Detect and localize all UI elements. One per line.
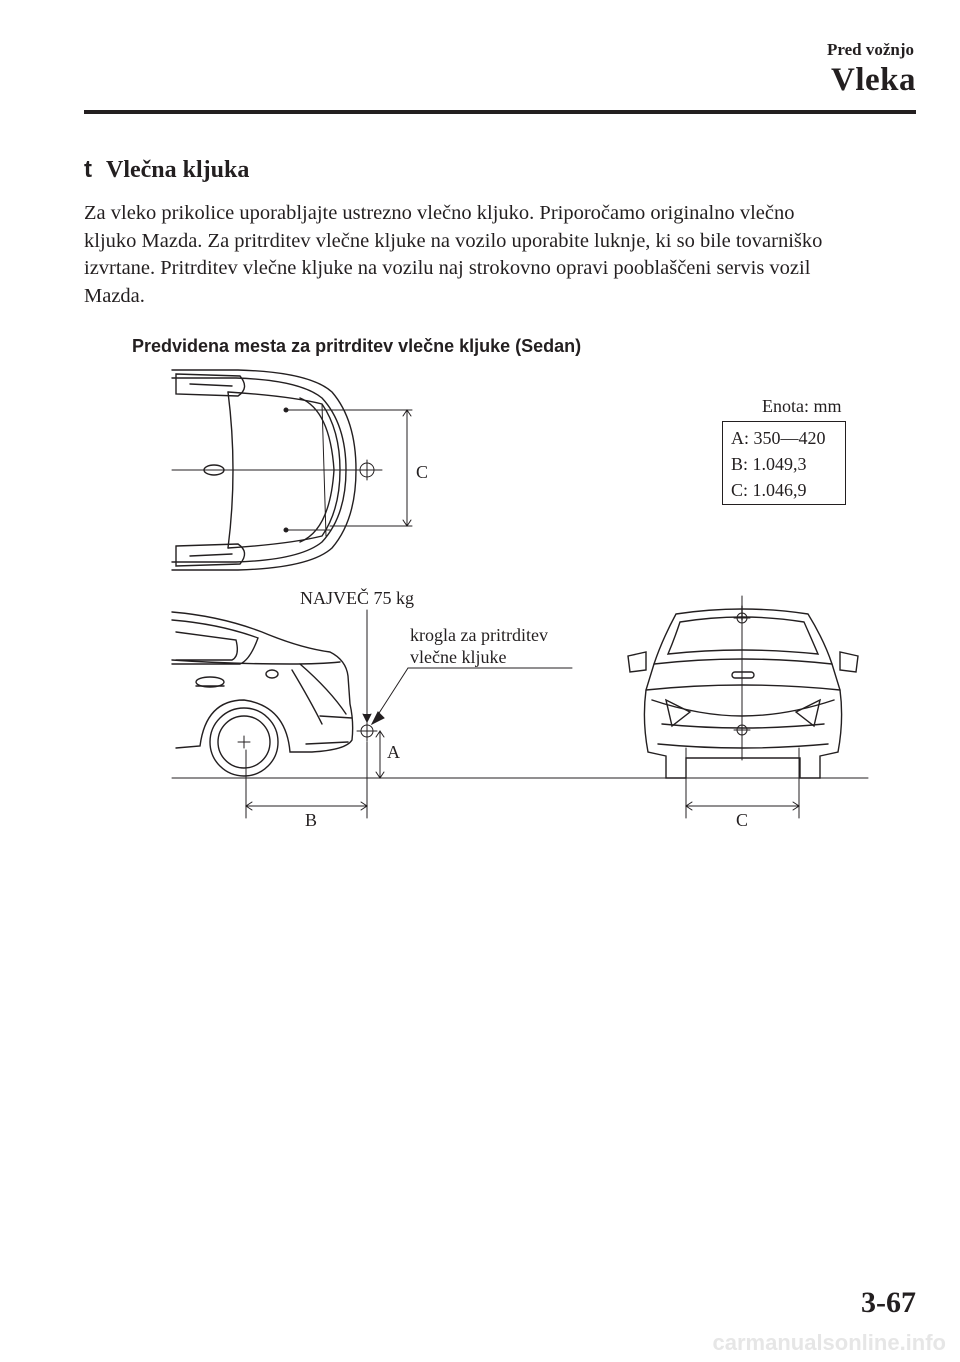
dimension-b-value: B: 1.049,3 <box>731 454 807 474</box>
heading-title: Vlečna kljuka <box>106 157 250 183</box>
tow-ball-label <box>410 624 548 668</box>
heading-marker: t <box>84 156 92 183</box>
max-load-label: NAJVEČ 75 kg <box>300 588 415 608</box>
paragraph-line: izvrtane. Pritrditev vlečne kljuke na vozilu naj strokovno opravi pooblaščeni servis vozil <box>84 257 811 279</box>
section-title: Vleka <box>831 62 916 98</box>
label-b: B <box>305 810 318 830</box>
dimension-c-value: C: 1.046,9 <box>731 480 807 500</box>
dimensions-box <box>722 421 846 505</box>
side-view-car <box>172 612 353 752</box>
label-c-rear: C <box>736 810 749 830</box>
paragraph-line: Za vleko prikolice uporabljajte ustrezno vlečno kljuko. Priporočamo originalno vlečno <box>84 202 795 224</box>
dimension-c-top <box>403 410 411 526</box>
dimension-b <box>246 750 367 818</box>
figure-title: Predvidena mesta za pritrditev vlečne kljuke (Sedan) <box>132 336 582 356</box>
label-c-top: C <box>416 462 429 482</box>
dimension-a-value: A: 350—420 <box>731 428 826 448</box>
tow-ball-label-line2: vlečne kljuke <box>410 647 507 667</box>
dimension-a <box>376 731 384 778</box>
tow-ball-label-line1: krogla za pritrditev <box>410 625 548 645</box>
paragraph-line: kljuko Mazda. Za pritrditev vlečne kljuke na vozilo uporabite luknje, ki so bile tovarniško <box>84 229 823 252</box>
chapter-title: Pred vožnjo <box>826 40 914 59</box>
paragraph-line: Mazda. <box>84 284 145 307</box>
watermark: carmanualsonline.info <box>712 1330 946 1355</box>
units-label: Enota: mm <box>762 396 842 416</box>
side-view-wheel <box>210 708 278 776</box>
label-a: A <box>387 742 400 762</box>
rear-view-car <box>628 606 858 778</box>
top-view-centerline <box>172 410 412 526</box>
page-number: 3-67 <box>861 1286 916 1319</box>
